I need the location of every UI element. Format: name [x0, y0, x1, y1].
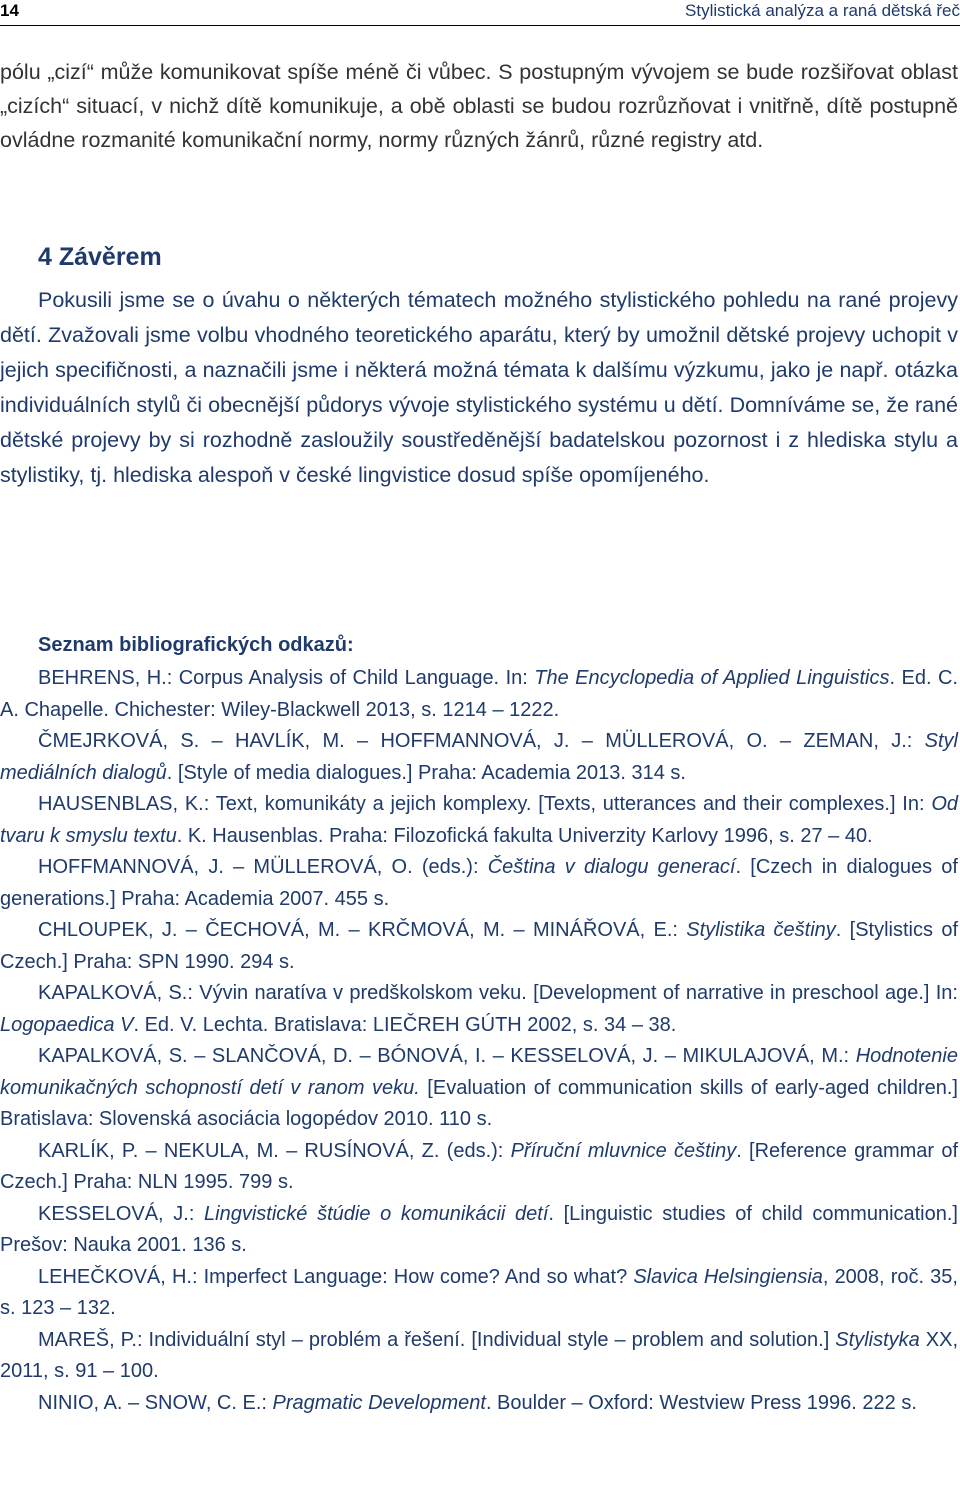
ref-title: Styl mediálních dialogů [0, 730, 958, 784]
reference-item [0, 663, 958, 726]
ref-text: . [Czech in dialogues of generations.] Praha: Academia 2007. 455 s. [0, 856, 958, 910]
ref-text: MAREŠ, P.: Individuální styl – problém a řešení. [Individual style – problem and solution.] [38, 1328, 836, 1351]
ref-title: Logopaedica V [0, 1013, 134, 1036]
reference-item [0, 978, 958, 1041]
ref-text: [Evaluation of communication skills of early-aged children.] Bratislava: Slovenská asociácia logopédov 2010. 110 s. [0, 1076, 958, 1130]
ref-text: KARLÍK, P. – NEKULA, M. – RUSÍNOVÁ, Z. (eds.): [38, 1139, 511, 1162]
ref-text: KAPALKOVÁ, S.: Vývin naratíva v predškolskom veku. [Development of narrative in preschool age.] In: [38, 982, 958, 1004]
ref-text: . K. Hausenblas. Praha: Filozofická fakulta Univerzity Karlovy 1996, s. 27 – 40. [176, 824, 873, 847]
ref-title: Slavica Helsingiensia [633, 1265, 823, 1288]
reference-item [0, 1388, 958, 1420]
ref-text: KESSELOVÁ, J.: [38, 1202, 205, 1225]
ref-text: CHLOUPEK, J. – ČECHOVÁ, M. – KRČMOVÁ, M. – MINÁŘOVÁ, E.: [38, 919, 687, 941]
reference-list [0, 663, 958, 1419]
ref-text: XX, 2011, s. 91 – 100. [0, 1328, 958, 1382]
ref-text: BEHRENS, H.: Corpus Analysis of Child Language. In: [38, 667, 535, 689]
running-title: Stylistická analýza a raná dětská řeč [685, 1, 960, 20]
page-header [0, 0, 960, 22]
header-rule [0, 25, 960, 26]
section-title: 4 Závěrem [38, 243, 162, 271]
ref-title: Lingvistické štúdie o komunikácii detí [204, 1202, 549, 1225]
ref-text: , 2008, roč. 35, s. 123 – 132. [0, 1265, 958, 1319]
ref-text: HAUSENBLAS, K.: Text, komunikáty a jejich komplexy. [Texts, utterances and their complexes.] In: [38, 793, 932, 815]
ref-title: The Encyclopedia of Applied Linguistics [534, 667, 890, 689]
ref-title: Stylistyka [835, 1328, 920, 1351]
ref-text: . [Style of media dialogues.] Praha: Academia 2013. 314 s. [166, 761, 686, 784]
section-body [0, 283, 958, 493]
ref-text: KAPALKOVÁ, S. – SLANČOVÁ, D. – BÓNOVÁ, I. – KESSELOVÁ, J. – MIKULAJOVÁ, M.: [38, 1045, 856, 1067]
conclusion-paragraph: Pokusili jsme se o úvahu o některých tématech možného stylistického pohledu na rané projevy dětí. Zvažovali jsme volbu vhodného teoretického aparátu, který by umožnil dětské projevy uchopit v jejich specifičnosti, a naznačili jsme i některá možná témata k dalšímu výzkumu, jako je např. otázka individuálních stylů či obecnější půdorys vývoje stylistického systému u dětí. Domníváme se, že rané dětské projevy by si rozhodně zasloužily soustředěnější badatelskou pozornost i z hlediska stylu a stylistiky, tj. hlediska alespoň v české lingvistice dosud spíše opomíjeného. [0, 288, 958, 487]
reference-item [0, 1262, 958, 1325]
ref-text: . Boulder – Oxford: Westview Press 1996. 222 s. [485, 1391, 917, 1414]
ref-title: Od tvaru k smyslu textu [0, 793, 958, 847]
ref-text: NINIO, A. – SNOW, C. E.: [38, 1391, 273, 1414]
ref-title: Příruční mluvnice češtiny [510, 1139, 737, 1162]
ref-text: . [Stylistics of Czech.] Praha: SPN 1990. 294 s. [0, 919, 958, 973]
ref-title: Pragmatic Development [272, 1391, 486, 1414]
ref-title: Čeština v dialogu generací [487, 856, 736, 878]
references-heading: Seznam bibliografických odkazů: [38, 634, 354, 656]
ref-text: . [Reference grammar of Czech.] Praha: NLN 1995. 799 s. [0, 1139, 958, 1193]
reference-item [0, 1136, 958, 1199]
reference-item [0, 1041, 958, 1136]
ref-title: Stylistika češtiny [686, 919, 836, 941]
ref-text: LEHEČKOVÁ, H.: Imperfect Language: How come? And so what? [38, 1265, 634, 1288]
intro-paragraph: pólu „cizí“ může komunikovat spíše méně či vůbec. S postupným vývojem se bude rozšiřovat oblast „cizích“ situací, v nichž dítě komunikuje, a obě oblasti se budou rozrůzňovat i vnitřně, dítě postupně ovládne rozmanité komunikační normy, normy různých žánrů, různé registry atd. [0, 60, 958, 152]
reference-item [0, 852, 958, 915]
ref-text: . Ed. V. Lechta. Bratislava: LIEČREH GÚTH 2002, s. 34 – 38. [133, 1013, 677, 1036]
ref-text: . [Linguistic studies of child communication.] Prešov: Nauka 2001. 136 s. [0, 1202, 958, 1256]
ref-text: HOFFMANNOVÁ, J. – MÜLLEROVÁ, O. (eds.): [38, 856, 488, 878]
ref-text: . Ed. C. A. Chapelle. Chichester: Wiley-Blackwell 2013, s. 1214 – 1222. [0, 667, 958, 721]
reference-item [0, 789, 958, 852]
reference-item [0, 1199, 958, 1262]
reference-item [0, 1325, 958, 1388]
ref-title: Hodnotenie komunikačných schopností detí v ranom veku. [0, 1045, 958, 1099]
ref-text: ČMEJRKOVÁ, S. – HAVLÍK, M. – HOFFMANNOVÁ, J. – MÜLLEROVÁ, O. – ZEMAN, J.: [38, 730, 925, 752]
page-number: 14 [0, 1, 19, 20]
reference-item [0, 915, 958, 978]
reference-item [0, 726, 958, 789]
